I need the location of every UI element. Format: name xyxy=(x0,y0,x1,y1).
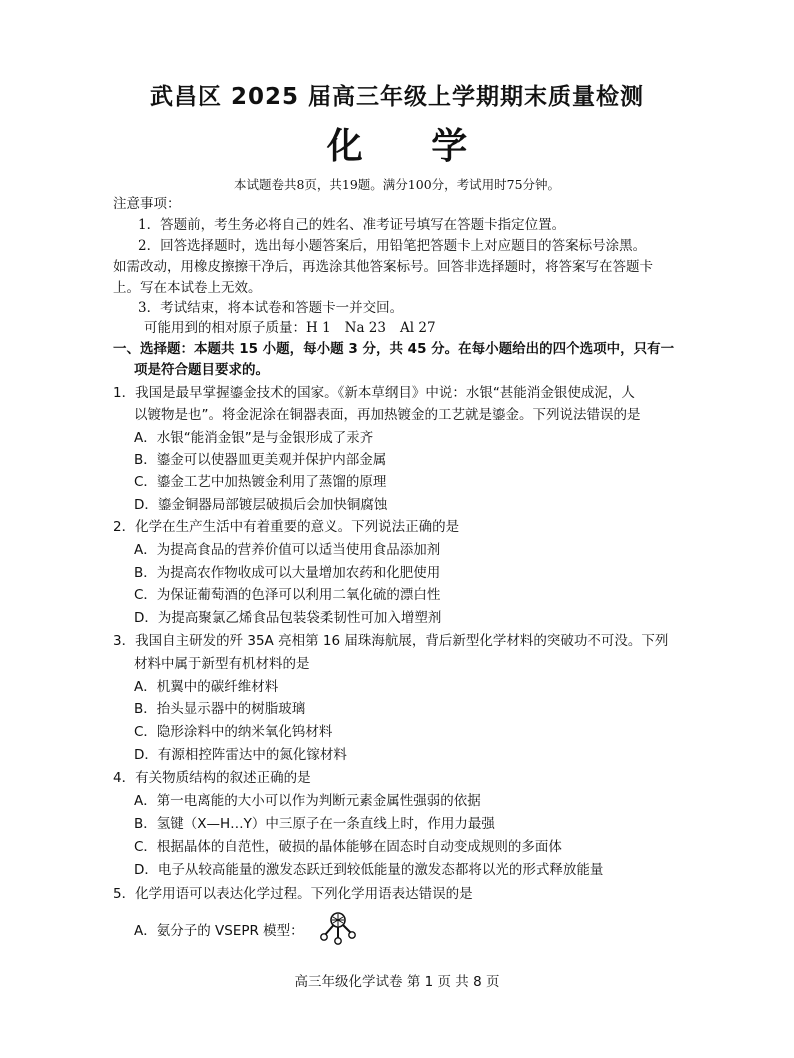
question-1-stem: 1．我国是最早掌握鎏金技术的国家。《新本草纲目》中说：水银“甚能消金银使成泥，人 xyxy=(113,385,635,401)
question-2-stem: 2．化学在生产生活中有着重要的意义。下列说法正确的是 xyxy=(113,519,460,535)
question-1-option-b: B．鎏金可以使器皿更美观并保护内部金属 xyxy=(134,452,387,468)
atomic-masses-label: 可能用到的相对原子质量： xyxy=(144,320,306,336)
exam-title: 武昌区 2025 届高三年级上学期期末质量检测 xyxy=(149,84,645,110)
question-4-option-c: C．根据晶体的自范性，破损的晶体能够在固态时自动变成规则的多面体 xyxy=(134,839,562,855)
notice-item-2-cont: 如需改动，用橡皮擦擦干净后，再选涂其他答案标号。回答非选择题时，将答案写在答题卡 xyxy=(113,259,653,275)
question-2-option-b: B．为提高农作物收成可以大量增加农药和化肥使用 xyxy=(134,565,441,581)
question-1-option-d: D．鎏金铜器局部镀层破损后会加快铜腐蚀 xyxy=(134,497,388,513)
question-3-option-a: A．机翼中的碳纤维材料 xyxy=(134,679,279,695)
question-2-option-c: C．为保证葡萄酒的色泽可以利用二氧化硫的漂白性 xyxy=(134,587,441,603)
question-2-option-a: A．为提高食品的营养价值可以适当使用食品添加剂 xyxy=(134,542,441,558)
atomic-mass-na: Na 23 xyxy=(344,320,386,336)
notice-item-1: 1．答题前，考生务必将自己的姓名、准考证号填写在答题卡指定位置。 xyxy=(138,217,566,233)
subject-title: 化 学 xyxy=(326,126,496,167)
question-5-stem: 5．化学用语可以表达化学过程。下列化学用语表达错误的是 xyxy=(113,886,473,902)
atomic-mass-al: Al 27 xyxy=(400,320,436,336)
question-4-option-b: B．氢键（X—H…Y）中三原子在一条直线上时，作用力最强 xyxy=(134,816,495,832)
question-3-option-d: D．有源相控阵雷达中的氮化镓材料 xyxy=(134,747,347,763)
notice-item-2: 2．回答选择题时，选出每小题答案后，用铅笔把答题卡上对应题目的答案标号涂黑。 xyxy=(138,238,647,254)
question-3-stem-cont: 材料中属于新型有机材料的是 xyxy=(134,656,310,672)
question-3-option-b: B．抬头显示器中的树脂玻璃 xyxy=(134,701,306,717)
page-footer: 高三年级化学试卷 第 1 页 共 8 页 xyxy=(294,974,500,990)
atomic-masses xyxy=(144,319,450,337)
question-2-option-d: D．为提高聚氯乙烯食品包装袋柔韧性可加入增塑剂 xyxy=(134,610,442,626)
vsepr-model-icon xyxy=(318,910,358,946)
notice-heading: 注意事项： xyxy=(113,196,181,212)
question-4-option-a: A．第一电离能的大小可以作为判断元素金属性强弱的依据 xyxy=(134,793,481,809)
notice-item-2-end: 上。写在本试卷上无效。 xyxy=(113,280,262,296)
question-1-stem-cont: 以镀物是也”。将金泥涂在铜器表面，再加热镀金的工艺就是鎏金。下列说法错误的是 xyxy=(134,407,641,423)
question-4-stem: 4．有关物质结构的叙述正确的是 xyxy=(113,770,311,786)
exam-intro: 本试题卷共8页，共19题。满分100分，考试用时75分钟。 xyxy=(233,177,561,192)
section-1-heading: 一、选择题：本题共 15 小题，每小题 3 分，共 45 分。在每小题给出的四个选项中，只有一 xyxy=(113,341,675,357)
notice-item-3: 3．考试结束，将本试卷和答题卡一并交回。 xyxy=(138,300,404,316)
question-5-option-a: A．氨分子的 VSEPR 模型： xyxy=(134,923,304,939)
question-1-option-c: C．鎏金工艺中加热镀金利用了蒸馏的原理 xyxy=(134,474,387,490)
question-3-stem: 3．我国自主研发的歼 35A 亮相第 16 届珠海航展，背后新型化学材料的突破功不可没。下列 xyxy=(113,633,669,649)
question-4-option-d: D．电子从较高能量的激发态跃迁到较低能量的激发态都将以光的形式释放能量 xyxy=(134,862,604,878)
question-1-option-a: A．水银“能消金银”是与金银形成了汞齐 xyxy=(134,430,374,446)
question-3-option-c: C．隐形涂料中的纳米氧化钨材料 xyxy=(134,724,333,740)
section-1-heading-cont: 项是符合题目要求的。 xyxy=(134,362,269,378)
atomic-mass-h: H 1 xyxy=(306,320,331,336)
